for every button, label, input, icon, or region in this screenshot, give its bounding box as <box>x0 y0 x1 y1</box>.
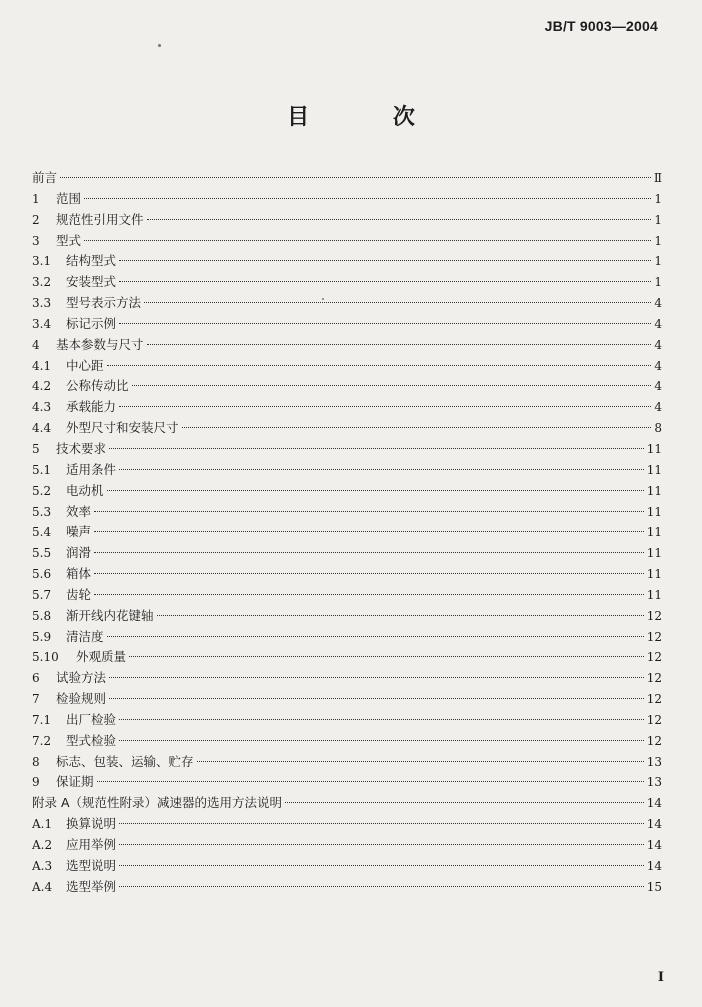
dot-leader <box>109 677 644 678</box>
toc-entry[interactable] <box>32 647 662 668</box>
dot-leader <box>119 865 644 866</box>
dot-leader <box>119 844 644 845</box>
dot-leader <box>94 573 644 574</box>
dot-leader <box>119 886 644 887</box>
toc-entry-page: 1 <box>654 254 662 269</box>
toc-entry-title: 型式 <box>56 232 82 248</box>
toc-entry[interactable] <box>32 356 662 377</box>
toc-entry-page: 11 <box>646 567 662 582</box>
dot-leader <box>94 511 644 512</box>
toc-entry-number: 6 <box>32 671 40 686</box>
dot-leader <box>119 323 651 324</box>
dot-leader <box>107 490 644 491</box>
toc-entry-page: 13 <box>646 754 662 769</box>
dot-leader <box>132 385 651 386</box>
toc-entry[interactable] <box>32 314 662 335</box>
dot-leader <box>147 219 651 220</box>
toc-entry-page: 4 <box>654 337 662 352</box>
dot-leader <box>119 740 644 741</box>
toc-entry-page: 14 <box>646 858 662 873</box>
toc-entry-title: 保证期 <box>56 774 94 790</box>
toc-entry-page: Ⅱ <box>653 171 662 185</box>
toc-entry-title: 检验规则 <box>56 691 107 707</box>
toc-entry[interactable] <box>32 481 662 502</box>
toc-entry[interactable] <box>32 543 662 564</box>
toc-entry-number: 4.1 <box>32 358 52 373</box>
dot-leader <box>60 177 651 178</box>
toc-entry[interactable] <box>32 606 662 627</box>
toc-entry[interactable] <box>32 793 662 814</box>
toc-entry-title: 外型尺寸和安装尺寸 <box>66 420 179 436</box>
toc-entry-title: 外观质量 <box>76 649 127 665</box>
toc-entry-title: 技术要求 <box>56 440 107 456</box>
toc-entry[interactable] <box>32 710 662 731</box>
toc-entry-page: 11 <box>646 587 662 602</box>
toc-entry-number: 5.3 <box>32 504 52 519</box>
toc-entry-title: 前言 <box>32 170 58 185</box>
table-of-contents <box>32 168 662 898</box>
scan-speck <box>158 44 161 47</box>
toc-entry[interactable] <box>32 835 662 856</box>
toc-entry-title: 箱体 <box>66 566 92 582</box>
toc-entry-number: 3.3 <box>32 296 52 311</box>
toc-entry-number: 4.2 <box>32 379 52 394</box>
toc-entry-page: 4 <box>654 316 662 331</box>
dot-leader <box>119 406 651 407</box>
toc-entry-number: 5.4 <box>32 525 52 540</box>
toc-entry-title: 规范性引用文件 <box>56 211 144 227</box>
toc-entry-number: 7 <box>32 692 40 707</box>
toc-entry-page: 12 <box>646 692 662 707</box>
toc-entry[interactable] <box>32 460 662 481</box>
toc-entry-number: 3 <box>32 233 40 248</box>
dot-leader <box>109 698 644 699</box>
toc-entry-title: 润滑 <box>66 545 92 561</box>
dot-leader <box>147 344 651 345</box>
toc-entry-page: 12 <box>646 650 662 665</box>
dot-leader <box>94 552 644 553</box>
toc-entry-number: 5.9 <box>32 629 52 644</box>
toc-entry-page: 14 <box>646 838 662 852</box>
toc-entry-number: 3.4 <box>32 316 52 331</box>
toc-entry-number: 5.1 <box>32 462 52 477</box>
toc-entry-number: A.1 <box>32 817 53 832</box>
toc-entry-title: 电动机 <box>66 482 104 498</box>
toc-entry-page: 14 <box>646 817 662 832</box>
toc-entry-number: 7.1 <box>32 712 52 727</box>
toc-entry[interactable] <box>32 689 662 710</box>
toc-entry[interactable] <box>32 231 662 252</box>
dot-leader <box>119 719 644 720</box>
toc-entry[interactable] <box>32 522 662 543</box>
toc-entry-page: 12 <box>646 608 662 623</box>
dot-leader <box>109 448 644 449</box>
toc-entry-title: 基本参数与尺寸 <box>56 336 144 352</box>
scan-speck <box>322 298 324 300</box>
toc-entry-number: 4.4 <box>32 421 52 436</box>
toc-entry-number: 4.3 <box>32 400 52 415</box>
toc-entry-title: 齿轮 <box>66 586 92 602</box>
toc-entry-title: 中心距 <box>66 357 104 373</box>
toc-entry[interactable] <box>32 376 662 397</box>
toc-entry-title: 试验方法 <box>56 670 107 686</box>
dot-leader <box>84 198 651 199</box>
toc-entry[interactable] <box>32 210 662 231</box>
toc-entry-page: 4 <box>654 379 662 394</box>
toc-entry[interactable] <box>32 752 662 773</box>
dot-leader <box>285 802 644 803</box>
toc-entry[interactable] <box>32 585 662 606</box>
toc-entry-title: 选型举例 <box>66 878 117 894</box>
toc-entry-page: 11 <box>646 462 662 477</box>
toc-entry[interactable] <box>32 731 662 752</box>
toc-entry[interactable] <box>32 564 662 585</box>
toc-entry-page: 11 <box>646 504 662 519</box>
dot-leader <box>119 469 644 470</box>
dot-leader <box>84 240 651 241</box>
toc-entry[interactable] <box>32 272 662 293</box>
toc-entry-title: 结构型式 <box>66 253 117 269</box>
toc-entry-title: 安装型式 <box>66 274 117 290</box>
standard-code: JB/T 9003—2004 <box>544 18 658 34</box>
toc-entry-title: 渐开线内花键轴 <box>66 607 154 623</box>
toc-entry-number: 8 <box>32 754 40 769</box>
toc-entry[interactable] <box>32 772 662 793</box>
toc-entry-number: 5 <box>32 441 40 456</box>
toc-entry-title: 选型说明 <box>66 857 117 873</box>
dot-leader <box>107 365 651 366</box>
dot-leader <box>129 656 644 657</box>
toc-entry-title: 标记示例 <box>66 315 117 331</box>
toc-entry-page: 8 <box>654 421 662 436</box>
toc-entry-number: A.3 <box>32 858 53 873</box>
toc-entry-title: 公称传动比 <box>66 378 129 394</box>
toc-entry-title: 应用举例 <box>66 837 117 852</box>
toc-entry[interactable] <box>32 251 662 272</box>
toc-entry[interactable] <box>32 293 662 314</box>
toc-entry-number: 2 <box>32 212 40 227</box>
toc-entry-number: 5.10 <box>32 650 59 665</box>
toc-entry-number: 3.1 <box>32 254 52 269</box>
toc-entry[interactable] <box>32 856 662 877</box>
toc-entry-number: 7.2 <box>32 733 52 748</box>
dot-leader <box>94 531 644 532</box>
toc-entry[interactable] <box>32 877 662 898</box>
toc-entry-number: 5.6 <box>32 567 52 582</box>
toc-entry[interactable] <box>32 189 662 210</box>
toc-entry-page: 12 <box>646 733 662 748</box>
toc-entry-title: 型号表示方法 <box>66 295 142 311</box>
toc-entry[interactable] <box>32 668 662 689</box>
toc-entry-title: 附录 A（规范性附录）减速器的选用方法说明 <box>32 795 283 811</box>
toc-entry[interactable] <box>32 502 662 523</box>
toc-entry-title: 换算说明 <box>66 816 117 832</box>
page-number: I <box>657 970 664 985</box>
dot-leader <box>119 823 644 824</box>
toc-entry-number: A.2 <box>32 838 53 852</box>
toc-entry-page: 12 <box>646 671 662 686</box>
toc-entry-title: 出厂检验 <box>66 711 117 727</box>
toc-entry-title: 适用条件 <box>66 461 117 477</box>
toc-entry-number: 4 <box>32 337 40 352</box>
toc-entry-page: 11 <box>646 441 662 456</box>
toc-entry-title: 清洁度 <box>66 628 104 644</box>
toc-entry[interactable] <box>32 397 662 418</box>
dot-leader <box>182 427 651 428</box>
toc-entry[interactable] <box>32 418 662 439</box>
toc-entry-number: 1 <box>32 191 40 206</box>
dot-leader <box>157 615 644 616</box>
toc-entry-number: 5.8 <box>32 608 52 623</box>
toc-entry-number: 3.2 <box>32 275 52 290</box>
toc-entry-page: 4 <box>654 400 662 415</box>
toc-entry-page: 12 <box>646 629 662 644</box>
toc-entry-page: 4 <box>654 358 662 373</box>
toc-entry-page: 15 <box>646 879 662 894</box>
toc-entry-page: 1 <box>654 275 662 290</box>
toc-entry-number: 5.5 <box>32 546 52 561</box>
toc-entry-page: 12 <box>646 712 662 727</box>
toc-entry-title: 效率 <box>66 503 92 519</box>
toc-entry[interactable] <box>32 814 662 835</box>
toc-entry-page: 11 <box>646 483 662 498</box>
toc-entry-title: 标志、包装、运输、贮存 <box>56 753 194 769</box>
toc-entry[interactable] <box>32 439 662 460</box>
toc-entry-page: 14 <box>646 796 662 811</box>
toc-entry-page: 11 <box>646 525 662 540</box>
toc-entry-title: 噪声 <box>66 524 92 540</box>
toc-entry[interactable] <box>32 168 662 189</box>
toc-entry-number: 5.7 <box>32 587 52 602</box>
page-title: 目 次 <box>287 105 453 130</box>
toc-entry-title: 承载能力 <box>66 399 117 415</box>
dot-leader <box>107 636 644 637</box>
dot-leader <box>97 781 644 782</box>
dot-leader <box>119 281 651 282</box>
dot-leader <box>197 761 644 762</box>
toc-entry-title: 型式检验 <box>66 732 117 748</box>
toc-entry-page: 11 <box>646 546 662 561</box>
dot-leader <box>119 260 651 261</box>
toc-entry-number: 9 <box>32 775 40 790</box>
toc-entry[interactable] <box>32 627 662 648</box>
toc-entry[interactable] <box>32 335 662 356</box>
toc-entry-page: 1 <box>654 191 662 206</box>
dot-leader <box>144 302 651 303</box>
toc-entry-page: 1 <box>654 212 662 227</box>
toc-entry-title: 范围 <box>56 190 82 206</box>
toc-entry-number: 5.2 <box>32 483 52 498</box>
toc-entry-page: 4 <box>654 296 662 311</box>
dot-leader <box>94 594 644 595</box>
toc-entry-page: 1 <box>654 233 662 248</box>
toc-entry-number: A.4 <box>32 879 53 894</box>
toc-entry-page: 13 <box>646 775 662 790</box>
